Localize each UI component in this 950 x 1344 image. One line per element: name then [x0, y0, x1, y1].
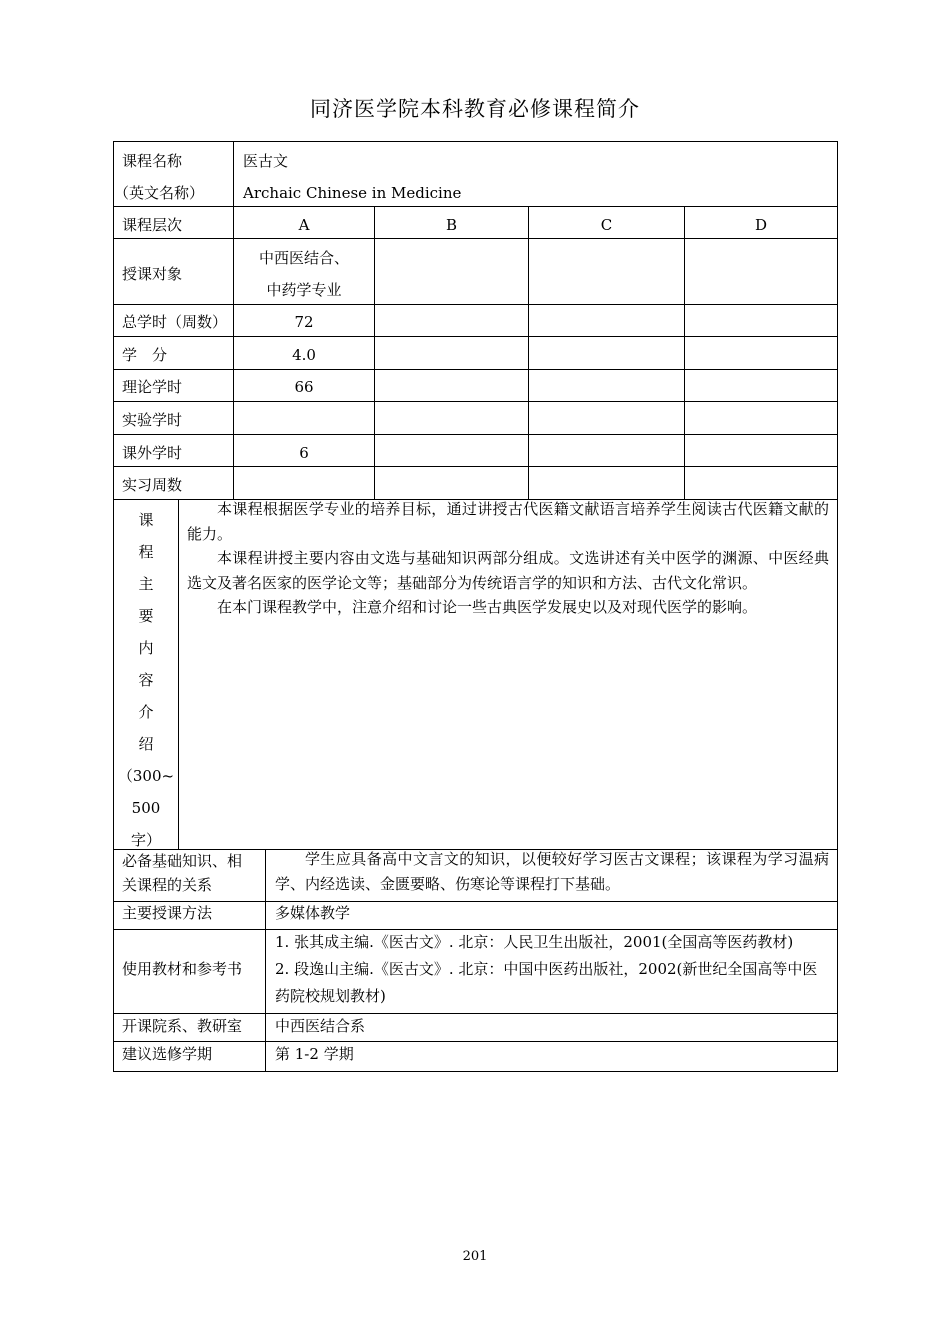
label-char: 绍: [138, 735, 154, 753]
prerequisites-paragraph: 学生应具备高中文言文的知识，以便较好学习医古文课程；该课程为学习温病学、内经选读、金匮要略、伤寒论等课程打下基础。: [275, 850, 829, 893]
table-rule: [113, 369, 838, 370]
page-title: 同济医学院本科教育必修课程简介: [310, 97, 640, 121]
prerequisites-label-line2: 关课程的关系: [122, 876, 213, 894]
table-rule: [528, 206, 529, 499]
department-value: 中西医结合系: [275, 1017, 366, 1035]
audience-value-line2: 中药学专业: [266, 281, 342, 299]
credits-label: 学 分: [122, 346, 168, 364]
audience-label: 授课对象: [122, 265, 183, 283]
semester-value: 第 1-2 学期: [275, 1045, 354, 1063]
label-char: 主: [138, 575, 154, 593]
table-rule: [113, 466, 838, 467]
extracurricular-hours-label: 课外学时: [122, 444, 183, 462]
audience-value-line1: 中西医结合、: [258, 249, 349, 267]
table-rule: [113, 238, 838, 239]
department-label: 开课院系、教研室: [122, 1017, 243, 1035]
course-name-label: 课程名称: [122, 152, 183, 170]
label-char: 内: [138, 639, 154, 657]
teaching-method-label: 主要授课方法: [122, 904, 213, 922]
table-rule: [113, 434, 838, 435]
semester-label: 建议选修学期: [122, 1045, 213, 1063]
level-b-header: B: [445, 216, 458, 234]
label-char: 课: [138, 511, 154, 529]
theory-hours-value: 66: [294, 378, 314, 396]
table-rule: [113, 901, 838, 902]
course-name-value: 医古文: [243, 152, 289, 170]
textbook-item: 2. 段逸山主编.《医古文》. 北京：中国中医药出版社，2002(新世纪全国高等中医药院校规划教材): [275, 960, 818, 1005]
content-intro-text: [187, 497, 829, 620]
table-rule: [684, 206, 685, 499]
label-char: 介: [138, 703, 154, 721]
content-intro-label: [114, 504, 178, 856]
textbook-item: 1. 张其成主编.《医古文》. 北京：人民卫生出版社，2001(全国高等医药教材): [275, 933, 794, 951]
table-rule: [113, 1041, 838, 1042]
level-a-header: A: [298, 216, 310, 234]
intro-paragraph: 本课程讲授主要内容由文选与基础知识两部分组成。文选讲述有关中医学的渊源、中医经典选文及著名医家的医学论文等；基础部分为传统语言学的知识和方法、古代文化常识。: [187, 549, 829, 592]
total-hours-label: 总学时（周数）: [122, 313, 228, 331]
page-number: 201: [462, 1249, 488, 1264]
label-char: 字）: [130, 831, 161, 849]
credits-value: 4.0: [292, 346, 316, 364]
table-rule: [265, 849, 266, 1072]
intro-paragraph: 本课程根据医学专业的培养目标，通过讲授古代医籍文献语言培养学生阅读古代医籍文献的能力。: [187, 500, 829, 543]
table-rule: [113, 336, 838, 337]
label-char: 容: [138, 671, 154, 689]
english-name-value: Archaic Chinese in Medicine: [243, 184, 462, 202]
label-char: 要: [138, 607, 154, 625]
prerequisites-label-line1: 必备基础知识、相: [122, 852, 243, 870]
theory-hours-label: 理论学时: [122, 378, 183, 396]
label-char: （300~: [117, 767, 175, 785]
extracurricular-hours-value: 6: [299, 444, 309, 462]
intro-paragraph: 在本门课程教学中，注意介绍和讨论一些古典医学发展史以及对现代医学的影响。: [217, 598, 758, 616]
table-rule: [113, 304, 838, 305]
teaching-method-value: 多媒体教学: [275, 904, 351, 922]
textbooks-label: 使用教材和参考书: [122, 960, 243, 978]
table-rule: [178, 499, 179, 849]
english-name-label: （英文名称）: [114, 184, 205, 202]
level-c-header: C: [600, 216, 613, 234]
lab-hours-label: 实验学时: [122, 411, 183, 429]
table-rule: [113, 1013, 838, 1014]
course-level-label: 课程层次: [122, 216, 183, 234]
table-rule: [113, 401, 838, 402]
table-rule: [113, 206, 838, 207]
level-d-header: D: [754, 216, 768, 234]
total-hours-value: 72: [294, 313, 314, 331]
table-rule: [374, 206, 375, 499]
textbook-list: [275, 929, 831, 1010]
internship-weeks-label: 实习周数: [122, 476, 183, 494]
label-char: 程: [138, 543, 154, 561]
prerequisites-value: [275, 847, 829, 896]
label-char: 500: [131, 799, 161, 817]
